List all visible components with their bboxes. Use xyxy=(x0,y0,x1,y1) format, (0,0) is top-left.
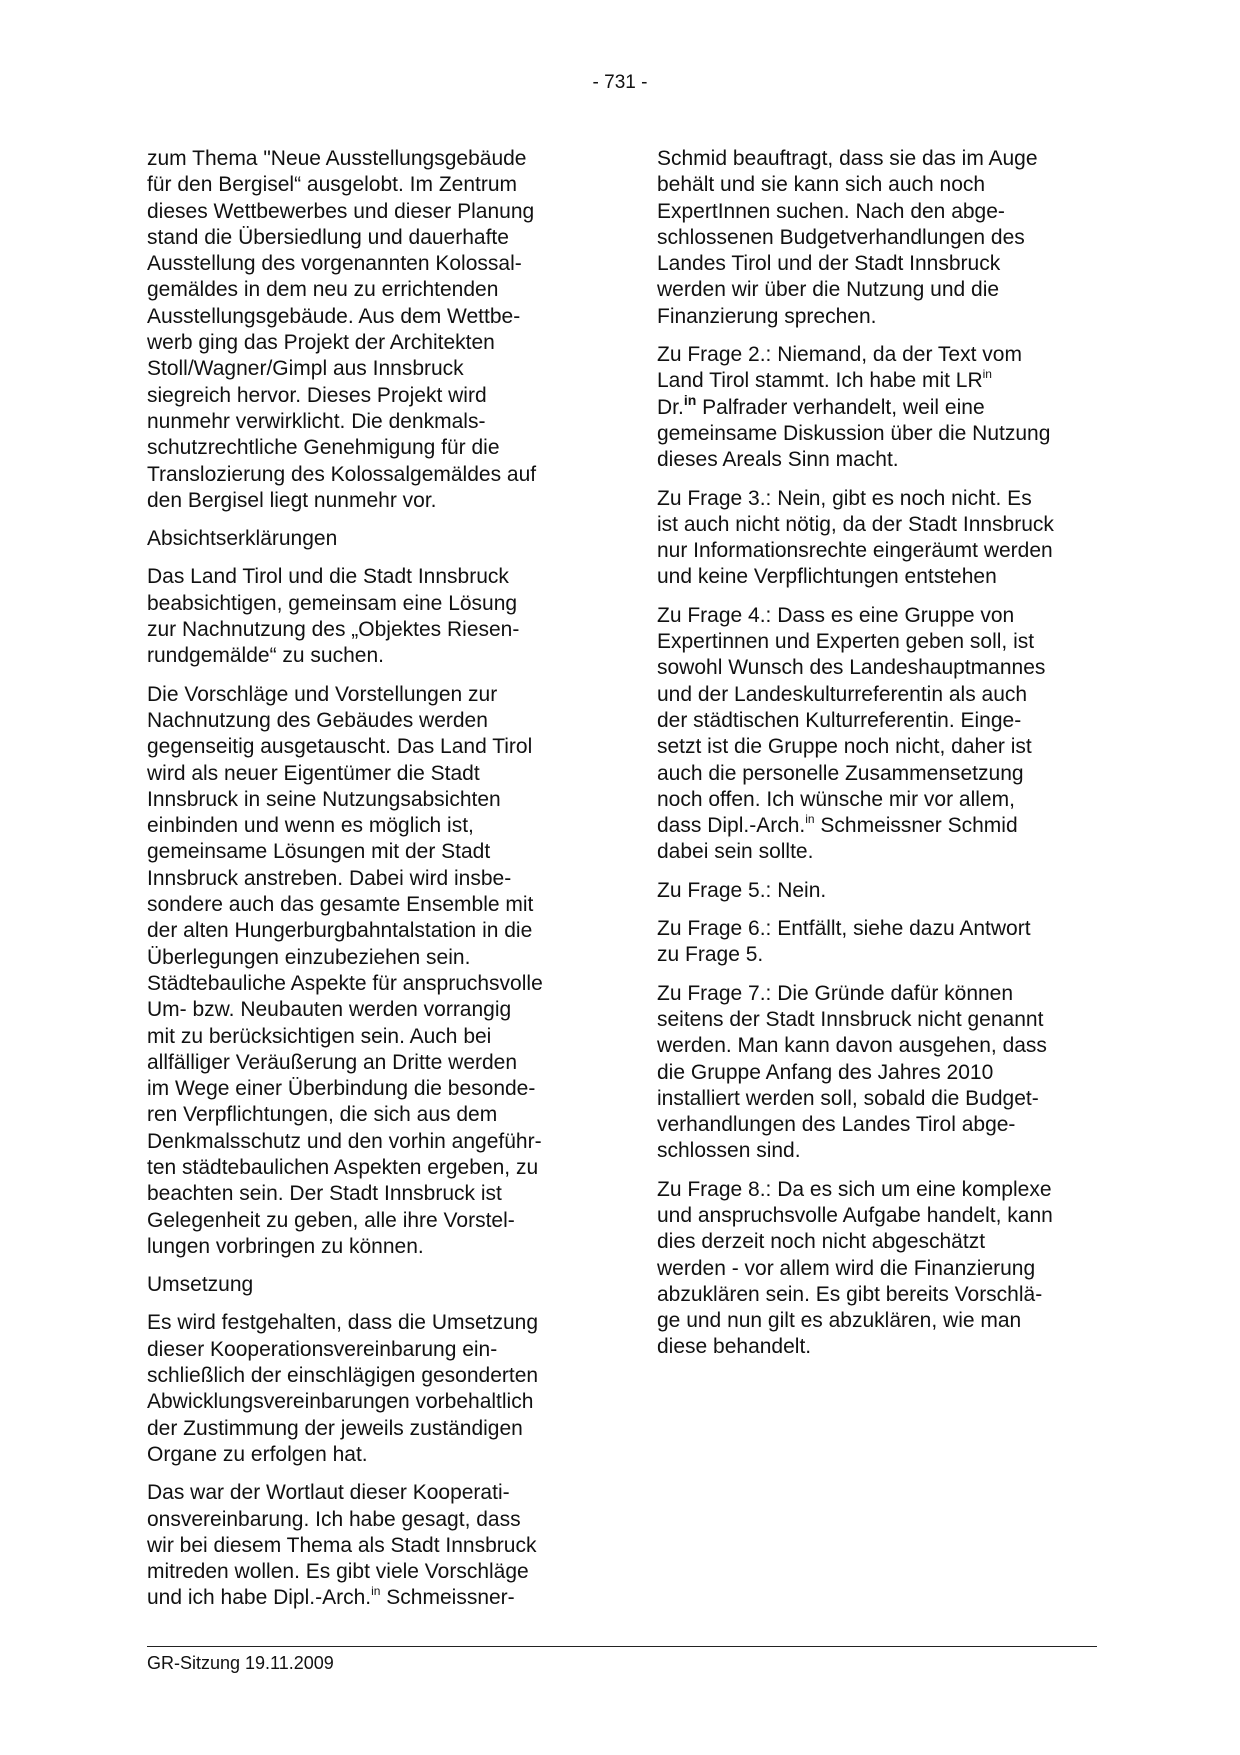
paragraph xyxy=(657,486,1102,591)
text-line: Überlegungen einzubeziehen sein. xyxy=(147,945,471,969)
footer-divider xyxy=(147,1646,1097,1647)
text-line: der Zustimmung der jeweils zuständigen xyxy=(147,1416,523,1440)
text-line: werden. Man kann davon ausgehen, dass xyxy=(657,1034,1047,1058)
text-line: einbinden und wenn es möglich ist, xyxy=(147,814,474,838)
text-line: der städtischen Kulturreferentin. Einge- xyxy=(657,708,1022,732)
text-line: Innsbruck anstreben. Dabei wird insbe- xyxy=(147,866,512,890)
text-line: Dr.$^{in}$ Palfrader verhandelt, weil eine xyxy=(657,391,985,419)
text-line: beachten sein. Der Stadt Innsbruck ist xyxy=(147,1182,502,1206)
text-line: beabsichtigen, gemeinsam eine Lösung xyxy=(147,591,518,615)
text-line: onsvereinbarung. Ich habe gesagt, dass xyxy=(147,1507,521,1531)
text-line: setzt ist die Gruppe noch nicht, daher ist xyxy=(657,735,1032,759)
text-line: sowohl Wunsch des Landeshauptmannes xyxy=(657,656,1046,680)
text-line: ge und nun gilt es abzuklären, wie man xyxy=(657,1309,1022,1333)
text-line: dabei sein sollte. xyxy=(657,840,814,864)
superscript: in xyxy=(982,367,992,382)
text-line: dies derzeit noch nicht abgeschätzt xyxy=(657,1230,986,1254)
text-line: wir bei diesem Thema als Stadt Innsbruck xyxy=(147,1533,537,1557)
paragraph xyxy=(657,342,1102,473)
footer-text: GR-Sitzung 19.11.2009 xyxy=(147,1653,334,1673)
text-line: im Wege einer Überbindung die besonde- xyxy=(147,1077,536,1101)
paragraph xyxy=(147,526,592,552)
text-line: Ausstellungsgebäude. Aus dem Wettbe- xyxy=(147,304,521,328)
text-line: Finanzierung sprechen. xyxy=(657,304,877,328)
text-line: installiert werden soll, sobald die Budget- xyxy=(657,1086,1039,1110)
text-line: schließlich der einschlägigen gesonderten xyxy=(147,1364,539,1388)
text-line: und anspruchsvolle Aufgabe handelt, kann xyxy=(657,1203,1053,1227)
text-line: nur Informationsrechte eingeräumt werden xyxy=(657,539,1053,563)
text-line: den Bergisel liegt nunmehr vor. xyxy=(147,488,437,512)
text-line: zum Thema "Neue Ausstellungsgebäude xyxy=(147,147,527,170)
text-line: zur Nachnutzung des „Objektes Riesen- xyxy=(147,618,520,642)
superscript: in xyxy=(805,812,815,827)
text-line: Innsbruck in seine Nutzungsabsichten xyxy=(147,787,501,811)
text-line: schlossenen Budgetverhandlungen des xyxy=(657,225,1025,249)
text-line: lungen vorbringen zu können. xyxy=(147,1234,424,1258)
text-line: dieses Areals Sinn macht. xyxy=(657,448,899,472)
text-line: sondere auch das gesamte Ensemble mit xyxy=(147,893,534,917)
text-line: Denkmalsschutz und den vorhin angeführ- xyxy=(147,1129,542,1153)
text-line: nunmehr verwirklicht. Die denkmals- xyxy=(147,409,486,433)
text-line: der alten Hungerburgbahntalstation in die xyxy=(147,919,533,943)
paragraph xyxy=(147,1480,592,1611)
text-line: Nachnutzung des Gebäudes werden xyxy=(147,708,488,732)
text-line: Es wird festgehalten, dass die Umsetzung xyxy=(147,1311,539,1335)
paragraph xyxy=(147,146,592,514)
paragraph xyxy=(657,146,1102,330)
superscript: in xyxy=(683,391,697,408)
text-lines xyxy=(657,421,1102,474)
text-line: Stoll/Wagner/Gimpl aus Innsbruck xyxy=(147,357,464,381)
text-line: Ausstellung des vorgenannten Kolossal- xyxy=(147,252,522,276)
text-line: schutzrechtliche Genehmigung für die xyxy=(147,436,500,460)
text-line: Umsetzung xyxy=(147,1273,254,1297)
text-line: Expertinnen und Experten geben soll, ist xyxy=(657,630,1035,654)
text-line: Die Vorschläge und Vorstellungen zur xyxy=(147,682,498,706)
text-line: Das Land Tirol und die Stadt Innsbruck xyxy=(147,565,509,589)
text-line: werden - vor allem wird die Finanzierung xyxy=(657,1256,1036,1280)
text-lines xyxy=(657,603,1102,813)
text-line: Gelegenheit zu geben, alle ihre Vorstel- xyxy=(147,1208,515,1232)
text-line: werden wir über die Nutzung und die xyxy=(657,278,1000,302)
text-line: Absichtserklärungen xyxy=(147,527,338,551)
paragraph xyxy=(147,1310,592,1468)
text-line: dieser Kooperationsvereinbarung ein- xyxy=(147,1337,498,1361)
text-line: wird als neuer Eigentümer die Stadt xyxy=(147,761,480,785)
text-line: Zu Frage 5.: Nein. xyxy=(657,878,827,902)
text-line: ten städtebaulichen Aspekten ergeben, zu xyxy=(147,1155,539,1179)
text-line: verhandlungen des Landes Tirol abge- xyxy=(657,1113,1016,1137)
text-line: gemäldes in dem neu zu errichtenden xyxy=(147,278,499,302)
text-line: ren Verpflichtungen, die sich aus dem xyxy=(147,1103,498,1127)
text-line: für den Bergisel“ ausgelobt. Im Zentrum xyxy=(147,173,518,197)
paragraph xyxy=(147,564,592,669)
text-line: werb ging das Projekt der Architekten xyxy=(147,331,495,355)
text-line: Zu Frage 6.: Entfällt, siehe dazu Antwort xyxy=(657,917,1031,941)
text-line: seitens der Stadt Innsbruck nicht genannt xyxy=(657,1007,1044,1031)
paragraph xyxy=(657,603,1102,866)
text-line: auch die personelle Zusammensetzung xyxy=(657,761,1024,785)
text-line: stand die Übersiedlung und dauerhafte xyxy=(147,225,509,249)
text-line: und der Landeskulturreferentin als auch xyxy=(657,682,1028,706)
text-line: Organe zu erfolgen hat. xyxy=(147,1442,368,1466)
paragraph xyxy=(657,1177,1102,1361)
text-line: noch offen. Ich wünsche mir vor allem, xyxy=(657,787,1015,811)
text-line: ExpertInnen suchen. Nach den abge- xyxy=(657,199,1005,223)
text-line: Zu Frage 7.: Die Gründe dafür können xyxy=(657,981,1014,1005)
text-line: Abwicklungsvereinbarungen vorbehaltlich xyxy=(147,1390,534,1414)
text-line: Das war der Wortlaut dieser Kooperati- xyxy=(147,1481,510,1505)
text-line: dieses Wettbewerbes und dieser Planung xyxy=(147,199,535,223)
paragraph xyxy=(657,878,1102,904)
text-line: Zu Frage 3.: Nein, gibt es noch nicht. Es xyxy=(657,486,1032,510)
text-line: gemeinsame Diskussion über die Nutzung xyxy=(657,421,1051,445)
text-line: Landes Tirol und der Stadt Innsbruck xyxy=(657,252,1001,276)
paragraph xyxy=(147,1272,592,1298)
text-line: gegenseitig ausgetauscht. Das Land Tirol xyxy=(147,735,533,759)
text-line: rundgemälde“ zu suchen. xyxy=(147,644,384,668)
text-line: mitreden wollen. Es gibt viele Vorschläge xyxy=(147,1560,529,1584)
right-column xyxy=(657,146,1102,1373)
text-line: allfälliger Veräußerung an Dritte werden xyxy=(147,1050,518,1074)
text-line: siegreich hervor. Dieses Projekt wird xyxy=(147,383,487,407)
text-line: behält und sie kann sich auch noch xyxy=(657,173,986,197)
superscript: in xyxy=(371,1584,381,1599)
text-line: abzuklären sein. Es gibt bereits Vorschlä- xyxy=(657,1282,1043,1306)
text-line: Zu Frage 8.: Da es sich um eine komplexe xyxy=(657,1177,1052,1201)
text-line: schlossen sind. xyxy=(657,1139,801,1163)
left-column xyxy=(147,146,592,1624)
paragraph xyxy=(147,682,592,1261)
text-line: Zu Frage 2.: Niemand, da der Text vom xyxy=(657,343,1022,367)
text-line: Translozierung des Kolossalgemäldes auf xyxy=(147,462,537,486)
text-line: mit zu berücksichtigen sein. Auch bei xyxy=(147,1024,492,1048)
text-line: zu Frage 5. xyxy=(657,943,764,967)
text-line: und keine Verpflichtungen entstehen xyxy=(657,565,997,589)
text-line: Um- bzw. Neubauten werden vorrangig xyxy=(147,998,512,1022)
text-line: Städtebauliche Aspekte für anspruchsvolle xyxy=(147,971,543,995)
text-line: Zu Frage 4.: Dass es eine Gruppe von xyxy=(657,603,1015,627)
text-line: die Gruppe Anfang des Jahres 2010 xyxy=(657,1060,994,1084)
text-line: ist auch nicht nötig, da der Stadt Innsbruck xyxy=(657,512,1054,536)
text-line: und ich habe Dipl.-Arch.$^{in}$ Schmeissner- xyxy=(147,1584,515,1610)
text-line: Schmid beauftragt, dass sie das im Auge xyxy=(657,147,1038,170)
text-line: gemeinsame Lösungen mit der Stadt xyxy=(147,840,491,864)
page-number: - 731 - xyxy=(592,72,648,93)
text-line: diese behandelt. xyxy=(657,1335,812,1359)
paragraph xyxy=(657,916,1102,969)
paragraph xyxy=(657,981,1102,1165)
text-line: dass Dipl.-Arch.$^{in}$ Schmeissner Schmid xyxy=(657,812,1018,838)
text-line: Land Tirol stammt. Ich habe mit $LR^{in}$ xyxy=(657,367,992,393)
